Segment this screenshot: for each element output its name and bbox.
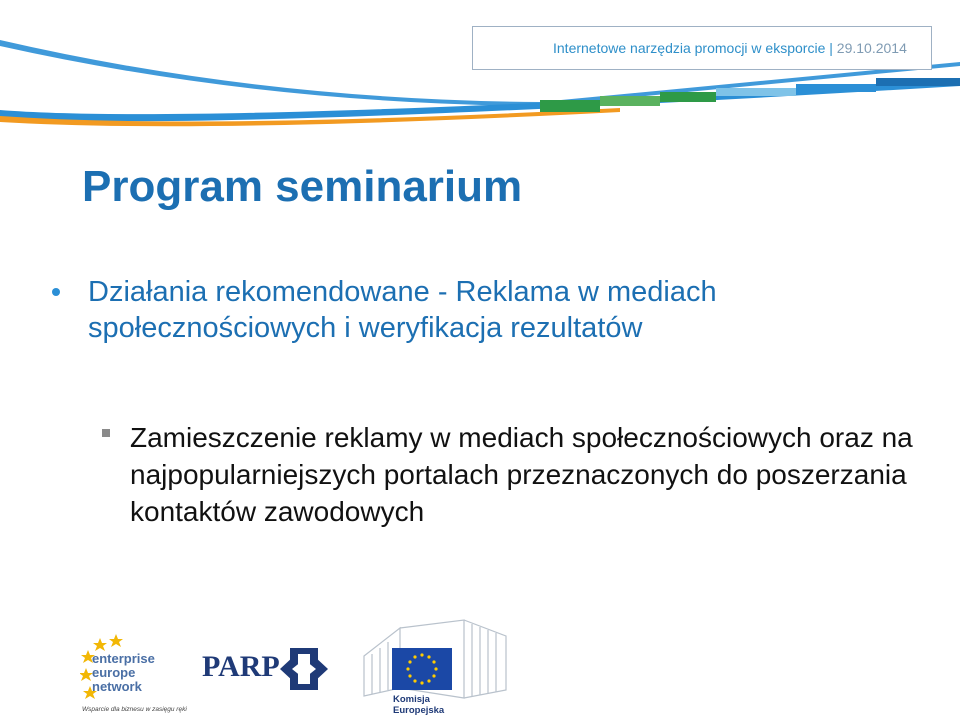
een-word-europe: europe xyxy=(92,665,136,680)
ec-line1: Komisja xyxy=(393,694,430,705)
eu-flag-icon xyxy=(392,648,452,690)
header-text xyxy=(553,40,907,56)
header-title: Internetowe narzędzia promocji w eksporcie | xyxy=(553,40,833,56)
bullet-dot xyxy=(52,288,60,296)
ec-line2: Europejska xyxy=(393,705,445,716)
ec-logo-text xyxy=(393,694,444,716)
header-date: 29.10.2014 xyxy=(836,40,907,56)
een-tagline: Wsparcie dla biznesu w zasięgu ręki xyxy=(82,706,187,713)
header-box xyxy=(472,26,932,70)
een-word-network: network xyxy=(92,679,142,694)
subbullet-text: Zamieszczenie reklamy w mediach społecznościowych oraz na najpopularniejszych portalach przeznaczonych do poszerzania kontaktów zawodowych xyxy=(130,422,913,527)
een-logo xyxy=(80,632,187,716)
parp-logo-text: PARP xyxy=(202,650,280,683)
bullet-text: Działania rekomendowane - Reklama w mediach społecznościowych i weryfikacja rezultatów xyxy=(88,276,717,344)
een-word-enterprise: enterprise xyxy=(92,651,155,666)
slide-title: Program seminarium xyxy=(82,162,523,211)
subbullet-square xyxy=(102,429,110,437)
parp-arrows-icon xyxy=(280,646,328,692)
header-stripes xyxy=(0,0,960,140)
